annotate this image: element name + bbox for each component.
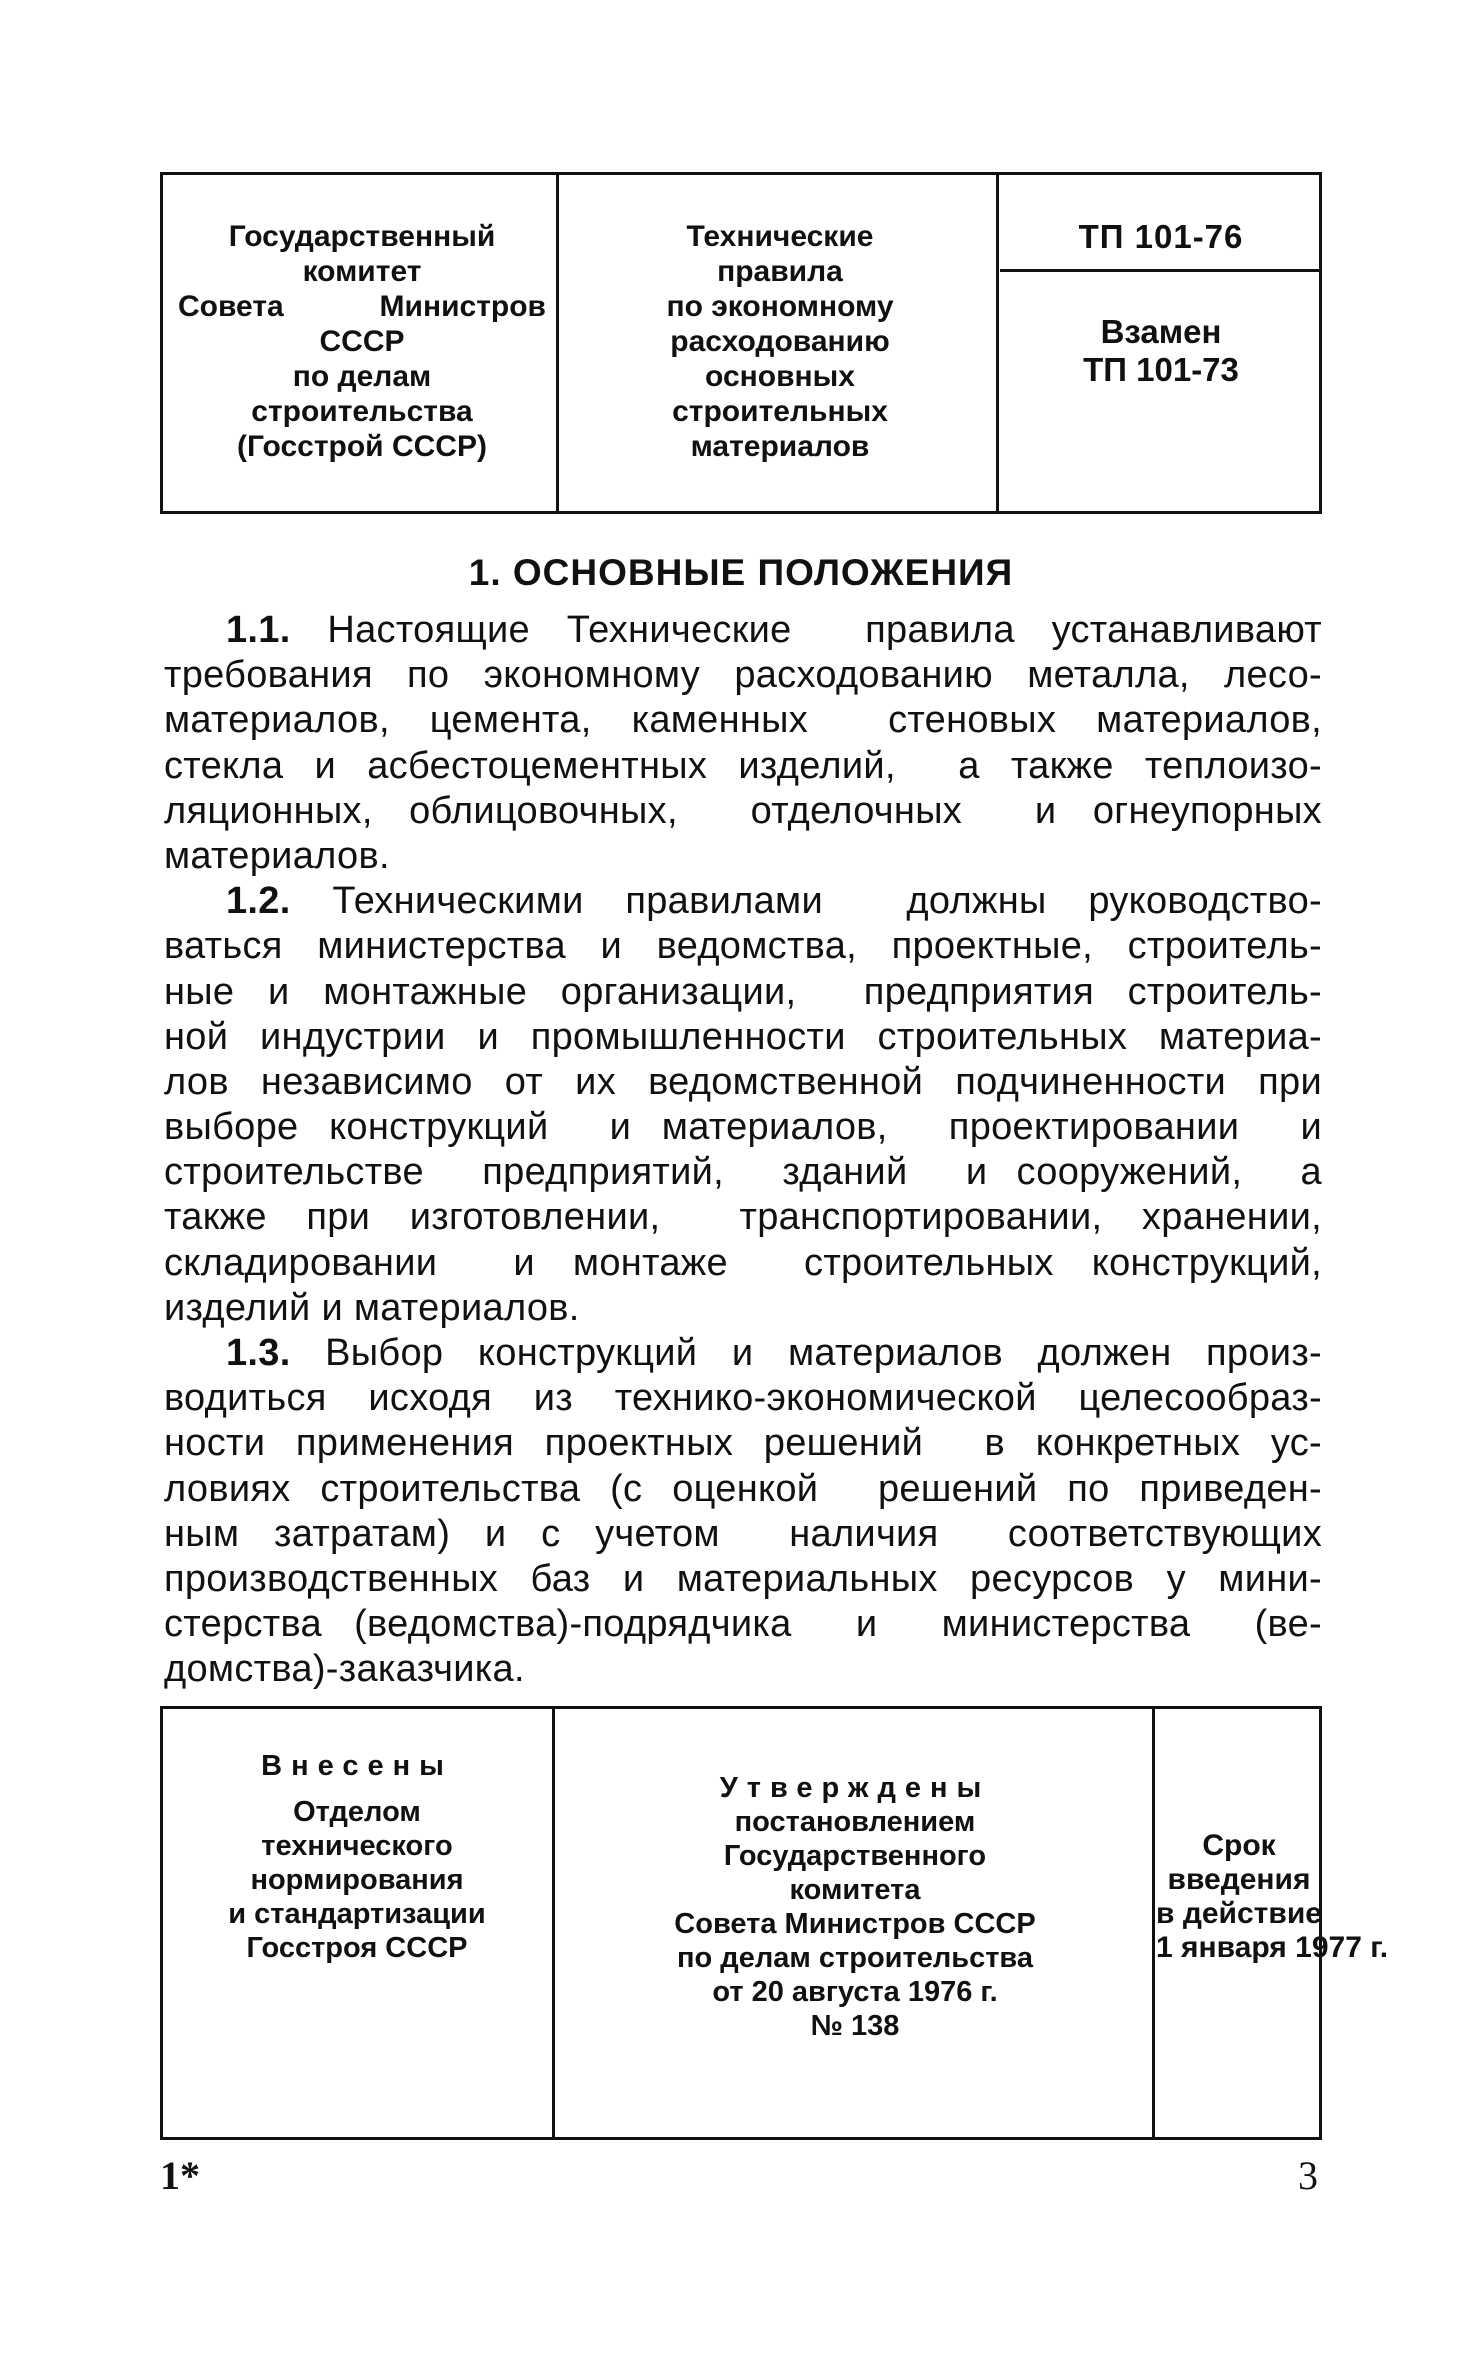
title-line: основных [705,360,855,393]
paragraph-line [164,970,1322,1015]
section-body [164,608,1322,1693]
issuer-line: (Госстрой СССР) [237,430,487,463]
paragraph-text: Выбор конструкций и материалов должен произ- [290,1332,1322,1374]
paragraph-line [164,744,1322,789]
table-divider [1000,269,1322,272]
approved-line: Совета Министров СССР [674,1908,1036,1940]
title-line: правила [717,255,843,288]
approved-cell [556,1771,1154,2043]
paragraph-number: 1.2. [226,880,291,923]
paragraph-line [164,924,1322,969]
paragraph-line [164,1105,1322,1150]
title-line: материалов [690,430,870,463]
title-line: строительных [672,395,888,428]
footer-table [160,1706,1389,2140]
paragraph-line [164,1195,1322,1240]
paragraph-line [164,1376,1322,1421]
paragraph-first-line [164,608,1322,653]
paragraph-line [164,1602,1322,1647]
paragraph-text: также при изготовлении, транспортировании, хранении, [164,1196,1322,1239]
issuer-line: комитет [302,255,422,288]
title-line: Технические [686,220,874,253]
paragraph-line [164,1150,1322,1195]
title-line: по экономному [666,290,894,323]
paragraph-text: строительстве предприятий, зданий и сооружений, а [164,1151,1322,1194]
effective-date-cell [1156,1829,1389,1965]
effective-date: 1 января 1977 г. [1156,1931,1389,1964]
paragraph-line [164,1286,1322,1331]
submitted-line: и стандартизации [228,1898,486,1930]
header-table [160,172,1322,514]
paragraph-text: ной индустрии и промышленности строительных материа- [164,1015,1322,1058]
paragraph-line [164,1421,1322,1466]
table-border [552,1709,555,2137]
paragraph-text: требования по экономному расходованию металла, лесо- [164,654,1322,697]
paragraph-text: домства)-заказчика. [164,1648,525,1691]
paragraph-line [164,1647,1322,1692]
paragraph-text: стекла и асбестоцементных изделий, а также теплоизо- [164,744,1322,787]
title-line: расходованию [670,325,890,358]
submitted-line: Отделом [293,1796,421,1828]
paragraph-text: ным затратам) и с учетом наличия соответствующих [164,1512,1322,1555]
issuer-line: строительства [251,395,473,428]
paragraph-number: 1.3. [226,1332,291,1374]
replaces-code: ТП 101-73 [1083,351,1239,388]
paragraph-text: Техническими правилами должны руководство- [290,880,1322,923]
paragraph-text: изделий и материалов. [164,1286,580,1329]
paragraph-text: ляционных, облицовочных, отделочных и огнеупорных [164,789,1322,832]
paragraph-line [164,789,1322,834]
paragraph-text: водиться исходя из технико-экономической целесообраз- [164,1377,1322,1420]
paragraph-line [164,1557,1322,1602]
page-number: 3 [1298,2153,1318,2198]
approved-heading: Утверждены [719,1772,991,1804]
paragraph-text: ловиях строительства (с оценкой решений по приведен- [164,1467,1322,1510]
section-title: 1. ОСНОВНЫЕ ПОЛОЖЕНИЯ [468,552,1014,593]
submitted-line: Госстроя СССР [246,1932,468,1964]
paragraph-line [164,1015,1322,1060]
paragraph-first-line [164,879,1322,924]
submitted-heading: Внесены [261,1750,453,1782]
paragraph-first-line [164,1331,1322,1376]
paragraph-text: стерства (ведомства)-подрядчика и министерства (ве- [164,1603,1322,1646]
paragraph-line [164,1467,1322,1512]
paragraph-text: производственных баз и материальных ресурсов у мини- [164,1557,1322,1600]
approved-line: постановлением [734,1806,976,1838]
issuer-line: по делам [292,360,432,393]
paragraph-line [164,698,1322,743]
paragraph-text: ности применения проектных решений в конкретных ус- [164,1422,1322,1465]
approved-line: по делам строительства [677,1942,1033,1974]
paragraph-text: материалов. [164,834,390,877]
approved-line: комитета [789,1874,921,1906]
paragraph-line [164,1241,1322,1286]
issuer-line-pair [162,289,562,324]
signature-mark: 1* [160,2153,200,2198]
submitted-cell [162,1749,552,1965]
paragraph-text: ваться министерства и ведомства, проектные, строитель- [164,925,1322,968]
issuer-cell [162,219,562,464]
effective-line: Срок введения [1167,1829,1311,1896]
paragraph-number: 1.1. [226,609,291,651]
paragraph-text: ные и монтажные организации, предприятия строитель- [164,970,1322,1013]
submitted-line: нормирования [250,1864,464,1896]
submitted-line: технического [261,1830,453,1862]
document-code: ТП 101-76 [1078,218,1244,255]
document-title-cell [562,219,998,464]
replaces-cell [1000,313,1322,389]
paragraph-line [164,1512,1322,1557]
issuer-line: Государственный [228,220,496,253]
replaces-label: Взамен [1100,313,1222,350]
issuer-line: СССР [319,325,405,358]
paragraph-line [164,653,1322,698]
paragraph-text: складировании и монтаже строительных конструкций, [164,1241,1322,1284]
paragraph-line [164,834,1322,879]
effective-line: в действие [1156,1897,1322,1930]
paragraph-text: лов независимо от их ведомственной подчиненности при [164,1060,1322,1103]
issuer-line: Совета [178,290,284,323]
paragraph-line [164,1060,1322,1105]
paragraph-text: материалов, цемента, каменных стеновых материалов, [164,699,1322,742]
paragraph-text: выборе конструкций и материалов, проектировании и [164,1106,1322,1149]
issuer-line: Министров [379,290,546,323]
approved-line: Государственного [723,1840,987,1872]
paragraph-text: Настоящие Технические правила устанавливают [290,609,1322,651]
approved-line: № 138 [810,2010,900,2042]
approved-line: от 20 августа 1976 г. [712,1976,998,2008]
